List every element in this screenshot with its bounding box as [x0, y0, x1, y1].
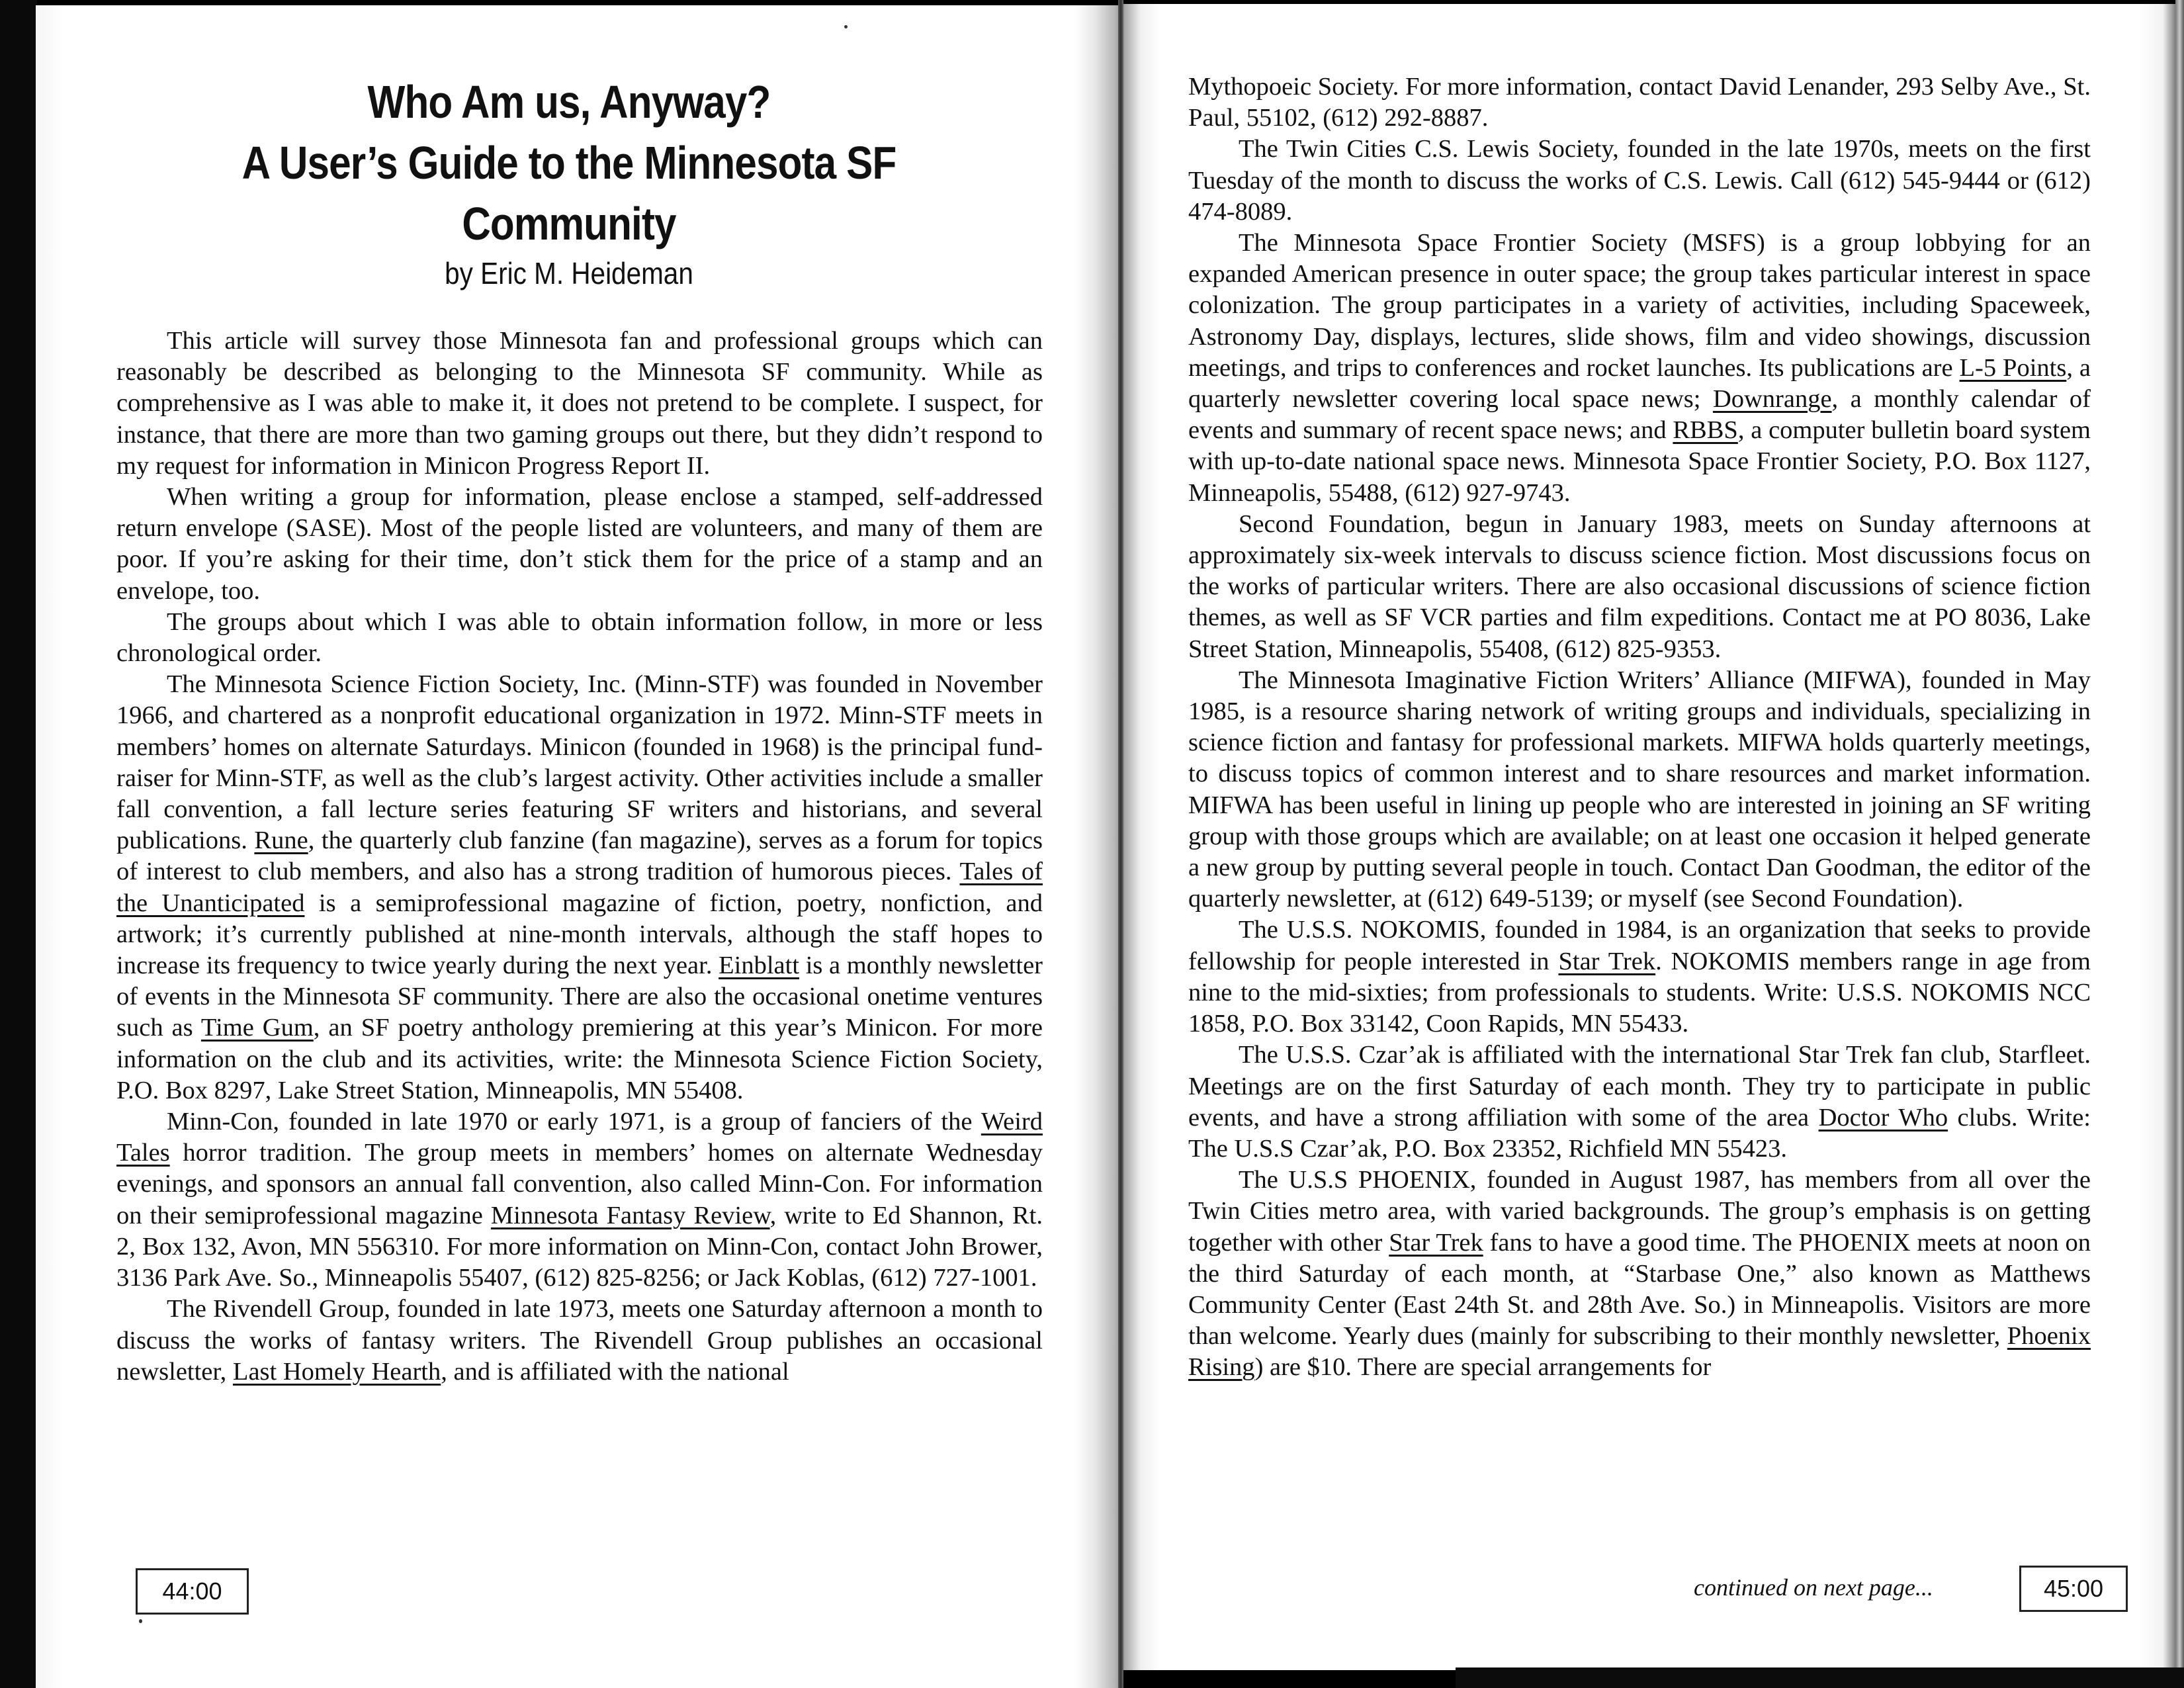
publication-title: Minnesota Fantasy Review	[490, 1201, 770, 1229]
page-number-box	[2019, 1566, 2128, 1612]
page-number: 44:00	[162, 1577, 222, 1605]
scan-speck	[139, 1619, 142, 1623]
body-paragraph	[116, 482, 1043, 607]
body-paragraph	[116, 669, 1043, 1106]
paragraph-text: is a semiprofessional magazine of fiction, poetry, nonfiction, and artwork; it’s currently published at nine-month intervals, although the staff hopes to increase its frequency to twice yearly during the next year.	[116, 889, 1043, 980]
paragraph-text: The Twin Cities C.S. Lewis Society, founded in the late 1970s, meets on the first Tuesday of the month to discuss the works of C.S. Lewis. Call (612) 545-9444 or (612) 474-8089.	[1188, 135, 2091, 226]
publication-title: Star Trek	[1558, 947, 1656, 975]
publication-title: Rune	[254, 826, 308, 855]
paragraph-text: fans to have a good time. The PHOENIX meets at noon on the third Saturday of each month, at “Starbase One,” also known as Matthews Community Center (East 24th St. and 28th Ave. So.) in Minneapolis. Visitors are more than welcome. Yearly dues (mainly for subscribing to their monthly newsletter,	[1188, 1228, 2091, 1351]
paragraph-text: When writing a group for information, please enclose a stamped, self-addressed return envelope (SASE). Most of the people listed are volunteers, and many of them are poor. If you’re asking for their time, don’t stick them for the price of a stamp and an envelope, too.	[116, 483, 1043, 605]
paragraph-text: , a quarterly newsletter covering local space news;	[1188, 353, 2091, 414]
paragraph-text: The U.S.S. Czar’ak is affiliated with the international Star Trek fan club, Starfleet. Meetings are on the first Saturday of each month. They try to participate in public events, and have a strong affiliation with some of the area	[1188, 1041, 2091, 1132]
paragraph-text: , a monthly calendar of events and summary of recent space news; and	[1188, 385, 2091, 445]
body-paragraph	[116, 1294, 1043, 1388]
body-paragraph	[1188, 228, 2091, 509]
body-paragraph	[1188, 509, 2091, 665]
paragraph-text: , and is affiliated with the national	[441, 1357, 789, 1386]
paragraph-text: The Minnesota Science Fiction Society, Inc. (Minn-STF) was founded in November 1966, and chartered as a nonprofit educational organization in 1972. Minn-STF meets in members’ homes on alternate Saturdays. Minicon (founded in 1968) is the principal fund-raiser for Minn-STF, as well as the club’s largest activity. Other activities include a smaller fall convention, a fall lecture series featuring SF writers and historians, and several publications.	[116, 670, 1043, 855]
publication-title: Time Gum	[200, 1014, 314, 1042]
publication-title: Phoenix Rising	[1188, 1322, 2091, 1382]
left-page-body	[116, 326, 1043, 1388]
page-number: 45:00	[2043, 1575, 2104, 1602]
body-paragraph	[1188, 914, 2091, 1040]
paragraph-text: clubs. Write: The U.S.S Czar’ak, P.O. Box 23352, Richfield MN 55423.	[1188, 1103, 2091, 1163]
paragraph-text: . NOKOMIS members range in age from nine to the mid-sixties; from professionals to students. Write: U.S.S. NOKOMIS NCC 1858, P.O. Box 33142, Coon Rapids, MN 55433.	[1188, 947, 2091, 1038]
publication-title: L-5 Points	[1959, 353, 2067, 382]
scan-border-left	[0, 0, 37, 1688]
article-header	[99, 71, 1039, 292]
body-paragraph	[116, 326, 1043, 482]
right-page-body	[1188, 71, 2091, 1384]
page-number-box	[136, 1568, 249, 1615]
paragraph-text: This article will survey those Minnesota fan and professional groups which can reasonably be described as belonging to the Minnesota SF community. While as comprehensive as I was able to make it, it does not pretend to be complete. I suspect, for instance, that there are more than two gaming groups out there, but they didn’t respond to my request for information in Minicon Progress Report II.	[116, 327, 1043, 480]
scan-speck	[844, 25, 848, 28]
continued-note: continued on next page...	[1694, 1574, 1933, 1601]
paragraph-text: The Minnesota Space Frontier Society (MSFS) is a group lobbying for an expanded American presence in outer space; the group takes particular interest in space colonization. The group participates in a variety of activities, including Spaceweek, Astronomy Day, displays, lectures, slide shows, film and video showings, discussion meetings, and trips to conferences and rocket launches. Its publications are	[1188, 229, 2091, 382]
publication-title: Tales of the Unanticipated	[116, 858, 1043, 917]
body-paragraph	[1188, 1040, 2091, 1165]
paragraph-text: ) are $10. There are special arrangements for	[1254, 1353, 1712, 1382]
publication-title: Weird Tales	[116, 1108, 1043, 1167]
paragraph-text: Mythopoeic Society. For more information, contact David Lenander, 293 Selby Ave., St. Paul, 55102, (612) 292-8887.	[1188, 73, 2091, 132]
publication-title: Last Homely Hearth	[232, 1357, 441, 1386]
body-paragraph	[1188, 1165, 2091, 1383]
article-title-line: Community	[462, 198, 676, 249]
paragraph-text: , the quarterly club fanzine (fan magazine), serves as a forum for topics of interest to club members, and also has a strong tradition of humorous pieces.	[116, 826, 1043, 886]
publication-title: Einblatt	[719, 952, 800, 980]
publication-title: Star Trek	[1389, 1228, 1483, 1257]
paragraph-text: , a computer bulletin board system with up-to-date national space news. Minnesota Space Frontier Society, P.O. Box 1127, Minneapolis, 55488, (612) 927-9743.	[1188, 416, 2091, 507]
publication-title: Downrange	[1712, 385, 1832, 414]
publication-title: RBBS	[1673, 416, 1738, 445]
article-title-line: A User’s Guide to the Minnesota SF	[241, 137, 896, 189]
paragraph-text: The groups about which I was able to obtain information follow, in more or less chronological order.	[116, 607, 1043, 668]
paragraph-text: The Rivendell Group, founded in late 1973, meets one Saturday afternoon a month to discuss the works of fantasy writers. The Rivendell Group publishes an occasional newsletter,	[116, 1295, 1043, 1386]
body-paragraph	[1188, 665, 2091, 915]
page-edge-right	[2175, 0, 2184, 1688]
paragraph-text: , an SF poetry anthology premiering at this year’s Minicon. For more information on the club and its activities, write: the Minnesota Science Fiction Society, P.O. Box 8297, Lake Street Station, Minneapolis, MN 55408.	[116, 1014, 1043, 1104]
paragraph-text: The Minnesota Imaginative Fiction Writers’ Alliance (MIFWA), founded in May 1985, is a resource sharing network of writing groups and individuals, specializing in science fiction and fantasy for professional markets. MIFWA holds quarterly meetings, to discuss topics of common interest and to share resources and market information. MIFWA has been useful in lining up people who are interested in joining an SF writing group with those groups which are available; on at least one occasion it helped generate a new group by putting several people in touch. Contact Dan Goodman, the editor of the quarterly newsletter, at (612) 649-5139; or myself (see Second Foundation).	[1188, 666, 2091, 913]
book-gutter	[1118, 0, 1123, 1688]
article-byline: by Eric M. Heideman	[445, 256, 693, 290]
body-paragraph	[1188, 71, 2091, 134]
paragraph-text: The U.S.S. NOKOMIS, founded in 1984, is an organization that seeks to provide fellowship for people interested in	[1188, 916, 2091, 975]
paragraph-text: , write to Ed Shannon, Rt. 2, Box 132, Avon, MN 556310. For more information on Minn-Con, contact John Brower, 3136 Park Ave. So., Minneapolis 55407, (612) 825-8256; or Jack Koblas, (612) 727-1001.	[116, 1201, 1043, 1292]
paragraph-text: Minn-Con, founded in late 1970 or early 1971, is a group of fanciers of the	[167, 1108, 981, 1136]
paragraph-text: The U.S.S PHOENIX, founded in August 1987, has members from all over the Twin Cities metro area, with varied backgrounds. The group’s emphasis is on getting together with other	[1188, 1166, 2091, 1257]
body-paragraph	[116, 1106, 1043, 1294]
body-paragraph	[116, 607, 1043, 669]
paragraph-text: Second Foundation, begun in January 1983, meets on Sunday afternoons at approximately six-week intervals to discuss science fiction. Most discussions focus on the works of particular writers. There are also occasional discussions of science fiction themes, as well as SF VCR parties and film expeditions. Contact me at PO 8036, Lake Street Station, Minneapolis, 55408, (612) 825-9353.	[1188, 510, 2091, 663]
scan-border-bottom	[1456, 1667, 2184, 1688]
body-paragraph	[1188, 134, 2091, 228]
publication-title: Doctor Who	[1818, 1103, 1948, 1132]
article-title-line: Who Am us, Anyway?	[367, 76, 771, 128]
paragraph-text: horror tradition. The group meets in members’ homes on alternate Wednesday evenings, and sponsors an annual fall convention, also called Minn-Con. For information on their semiprofessional magazine	[116, 1139, 1043, 1229]
paragraph-text: is a monthly newsletter of events in the Minnesota SF community. There are also the occasional onetime ventures such as	[116, 952, 1043, 1042]
